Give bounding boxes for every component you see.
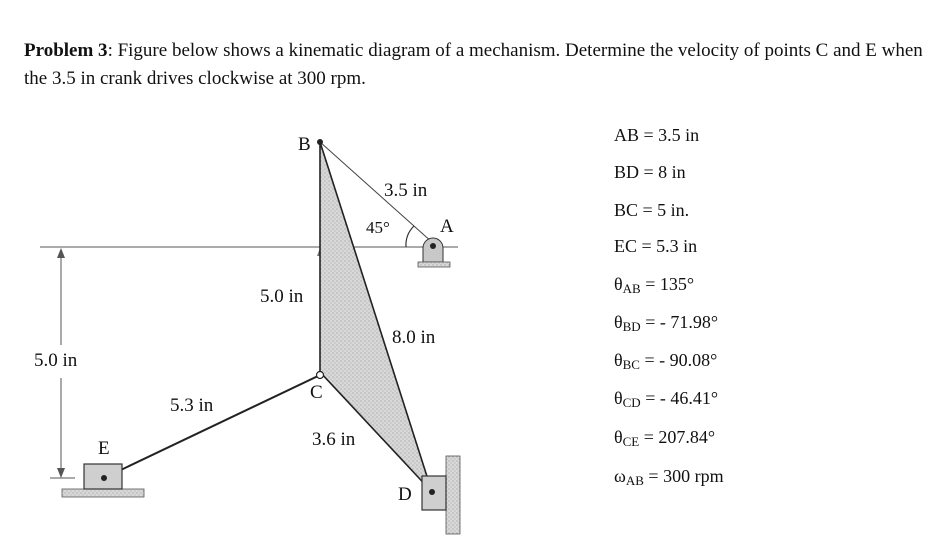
label-crank: 3.5 in: [384, 180, 428, 201]
ground-pivot-a: [418, 238, 450, 267]
given-subscript: BD: [622, 319, 641, 334]
given-value: = 5 in.: [638, 200, 690, 220]
given-subscript: AB: [625, 473, 644, 488]
given-subscript: AB: [622, 281, 641, 296]
given-value: = 5.3 in: [637, 236, 698, 256]
given-value: = 207.84°: [639, 427, 716, 447]
given-row: [614, 125, 699, 146]
given-symbol: θ: [614, 427, 623, 447]
joint-b: [317, 139, 323, 145]
given-symbol: θ: [614, 274, 623, 294]
given-row: [614, 466, 724, 489]
given-row: [614, 388, 718, 411]
given-value: = 135°: [640, 274, 695, 294]
label-c: C: [310, 382, 323, 403]
link-ec: [104, 376, 318, 478]
label-cd: 3.6 in: [312, 429, 356, 450]
given-value: = 300 rpm: [643, 466, 724, 486]
given-row: [614, 236, 697, 257]
given-symbol: θ: [614, 312, 623, 332]
given-row: [614, 162, 686, 183]
given-symbol: AB: [614, 125, 640, 145]
label-ec: 5.3 in: [170, 395, 214, 416]
given-row: [614, 312, 718, 335]
given-symbol: EC: [614, 236, 638, 256]
given-row: [614, 274, 694, 297]
given-symbol: BC: [614, 200, 639, 220]
given-row: [614, 427, 715, 450]
label-vertical-left: 5.0 in: [34, 350, 78, 371]
given-subscript: CD: [622, 395, 641, 410]
label-a: A: [440, 216, 454, 237]
given-value: = - 90.08°: [639, 350, 718, 370]
given-value: = - 46.41°: [640, 388, 719, 408]
given-symbol: BD: [614, 162, 640, 182]
label-b: B: [298, 134, 311, 155]
angle-arc: [406, 226, 414, 247]
label-e: E: [98, 438, 110, 459]
joint-c: [317, 372, 324, 379]
given-value: = - 71.98°: [640, 312, 719, 332]
label-vertical-center: 5.0 in: [260, 286, 304, 307]
label-angle: 45°: [366, 218, 390, 237]
given-row: [614, 200, 689, 221]
slider-d: [422, 456, 460, 534]
given-subscript: CE: [622, 434, 640, 449]
given-symbol: θ: [614, 388, 623, 408]
given-subscript: BC: [622, 357, 640, 372]
given-symbol: ω: [614, 466, 626, 486]
problem-label: Problem 3: [24, 40, 108, 61]
given-value: = 3.5 in: [639, 125, 700, 145]
given-value: = 8 in: [639, 162, 686, 182]
label-d: D: [398, 484, 412, 505]
label-bd: 8.0 in: [392, 327, 436, 348]
problem-text: : Figure below shows a kinematic diagram of a mechanism. Determine the velocity of points C and E when the 3.5 in crank drives clockwise at 300 rpm.: [24, 40, 923, 89]
slider-e: [62, 464, 144, 497]
given-symbol: θ: [614, 350, 623, 370]
given-row: [614, 350, 717, 373]
